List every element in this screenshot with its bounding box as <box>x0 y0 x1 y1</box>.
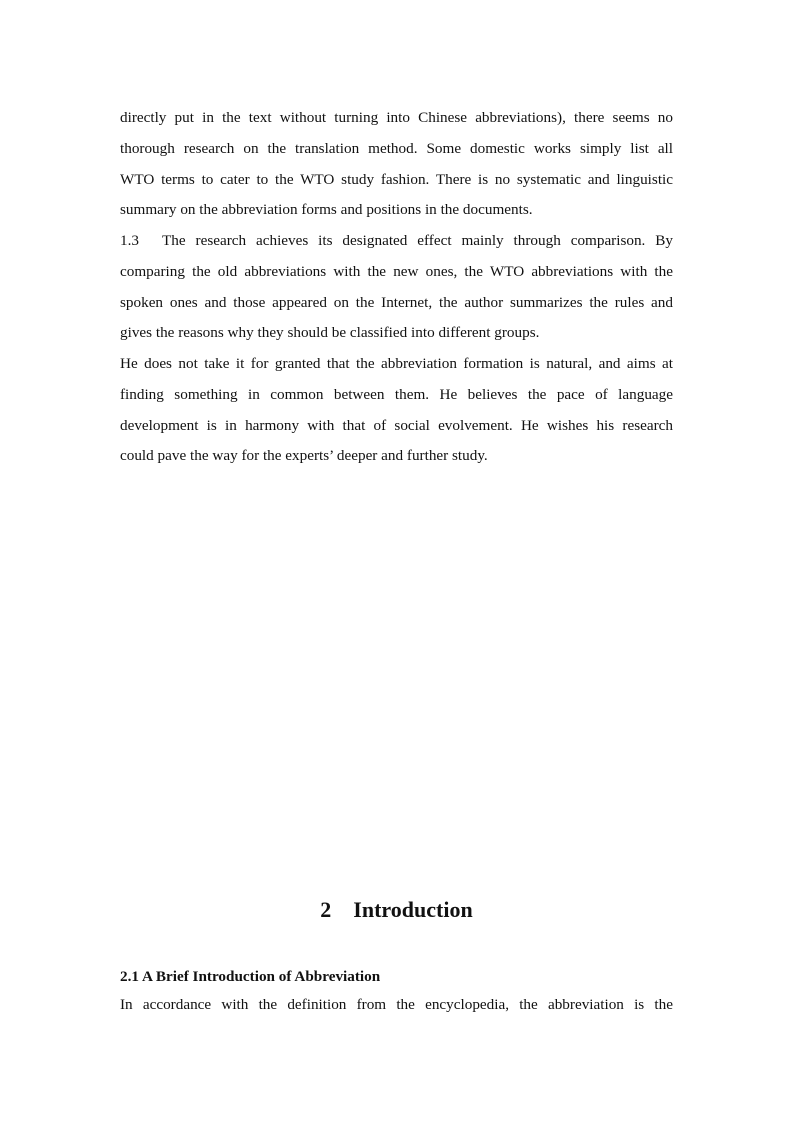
text-line-first <box>120 226 673 257</box>
text-line: comparing the old abbreviations with the new ones, the WTO abbreviations with the <box>120 262 673 280</box>
section-first-line-text: The research achieves its designated effect mainly through comparison. By <box>162 232 673 249</box>
text-line: In accordance with the definition from the encyclopedia, the abbreviation is the <box>120 996 673 1013</box>
text-line: spoken ones and those appeared on the Internet, the author summarizes the rules and <box>120 293 673 311</box>
text-line: finding something in common between them. He believes the pace of language <box>120 385 673 403</box>
text-line: could pave the way for the experts’ deeper and further study. <box>120 447 488 465</box>
chapter-number: 2 <box>320 897 332 922</box>
text-line: gives the reasons why they should be classified into different groups. <box>120 324 540 342</box>
text-line: He does not take it for granted that the abbreviation formation is natural, and aims at <box>120 355 673 372</box>
subsection-heading: 2.1 A Brief Introduction of Abbreviation <box>120 968 381 985</box>
paragraph-translation-research <box>120 103 673 226</box>
paragraph-section-1-3 <box>120 226 673 349</box>
text-line: summary on the abbreviation forms and positions in the documents. <box>120 201 533 219</box>
chapter-heading <box>0 892 793 928</box>
section-number: 1.3 <box>120 232 139 249</box>
chapter-title: Introduction <box>353 897 473 922</box>
paragraph-abbreviation-definition <box>120 990 673 1021</box>
text-line: directly put in the text without turning into Chinese abbreviations), there seems no <box>120 109 673 126</box>
paragraph-author-view <box>120 349 673 472</box>
text-line: WTO terms to cater to the WTO study fashion. There is no systematic and linguistic <box>120 170 673 188</box>
text-line: development is in harmony with that of social evolvement. He wishes his research <box>120 416 673 434</box>
text-line: thorough research on the translation method. Some domestic works simply list all <box>120 139 673 157</box>
